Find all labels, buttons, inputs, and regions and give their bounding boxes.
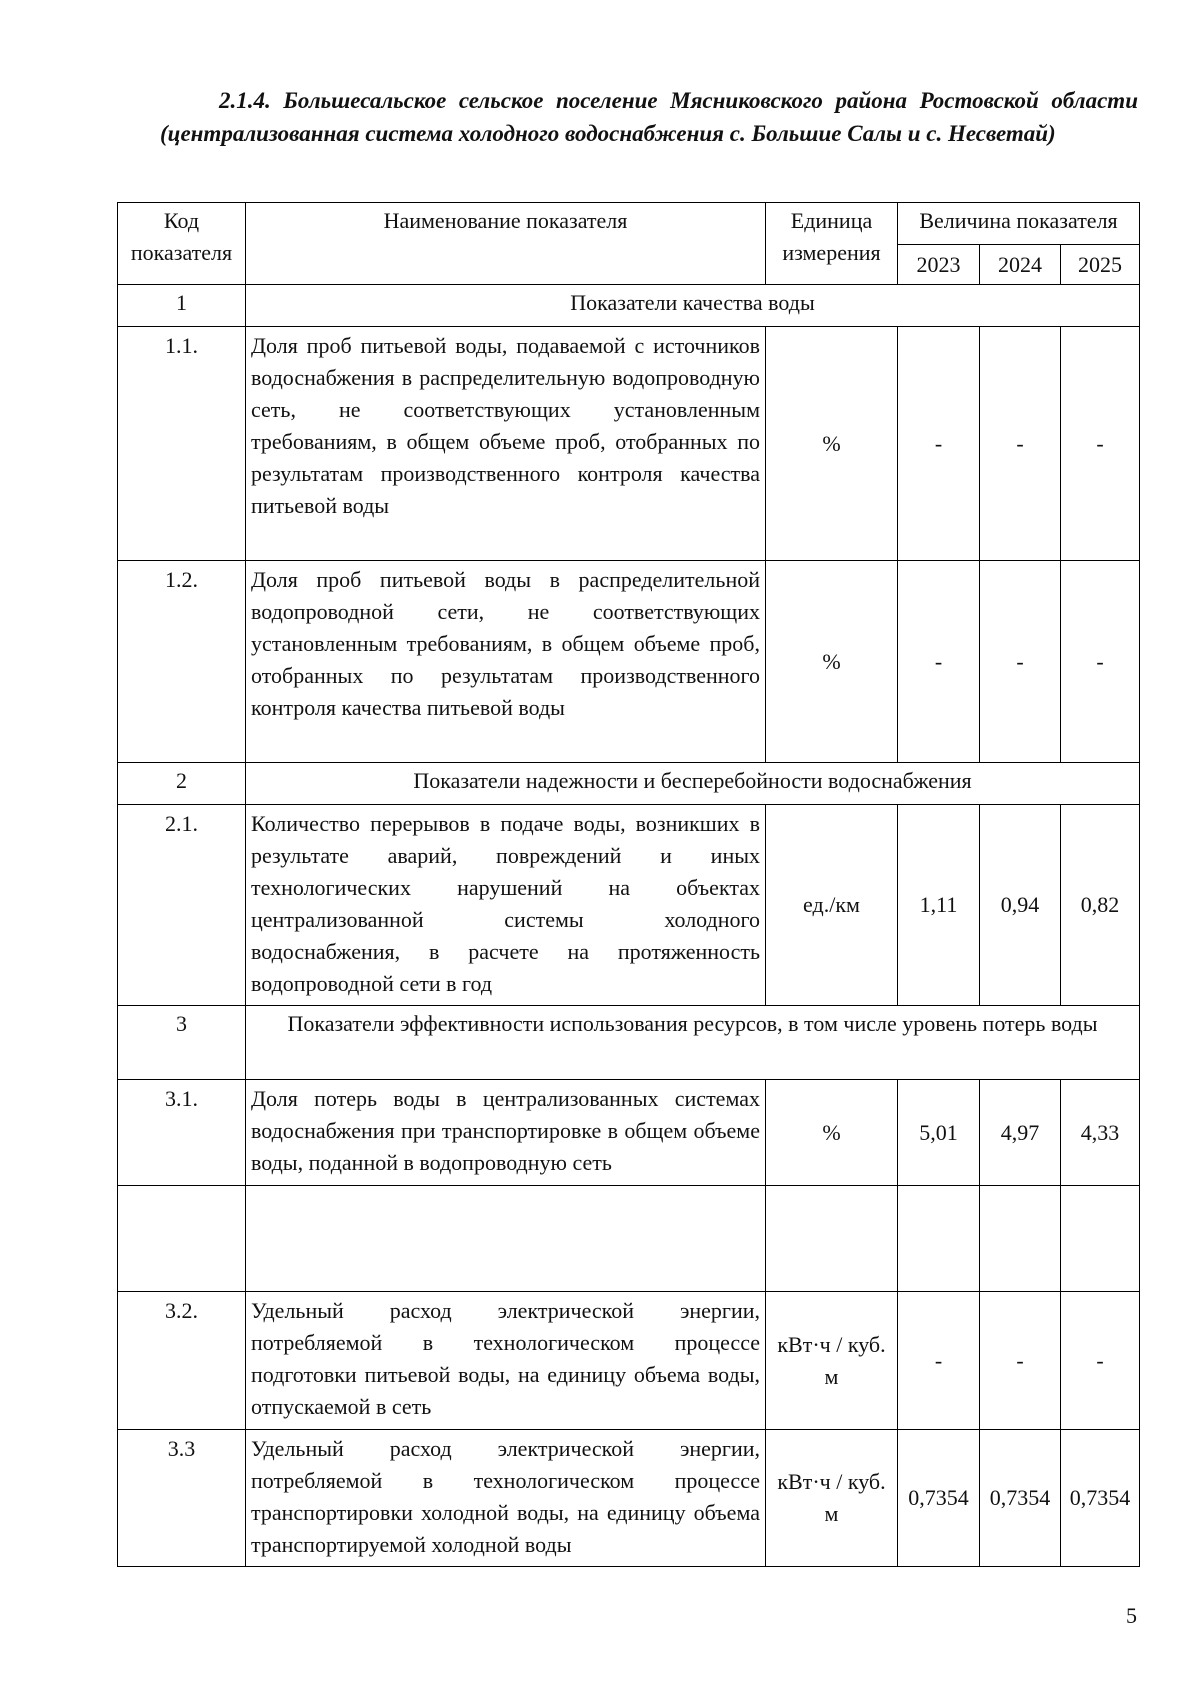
section-title: Показатели эффективности использования ресурсов, в том числе уровень потерь воды [246, 1006, 1140, 1080]
row-name: Доля проб питьевой воды в распределительной водопроводной сети, не соответствующих установленным требованиям, в общем объеме проб, отобранных по результатам производственного контроля качества питьевой воды [246, 561, 766, 763]
row-value: 0,7354 [980, 1430, 1061, 1567]
row-unit: ед./км [766, 805, 898, 1006]
section-code: 1 [118, 285, 246, 327]
row-value: 0,94 [980, 805, 1061, 1006]
page-number: 5 [1126, 1603, 1137, 1628]
section-row [118, 285, 1140, 327]
row-name: Доля проб питьевой воды, подаваемой с источников водоснабжения в распределительную водопроводную сеть, не соответствующих установленным требованиям, в общем объеме проб, отобранных по результатам производственного контроля качества питьевой воды [246, 327, 766, 561]
row-value: 0,7354 [898, 1430, 980, 1567]
header-row [118, 203, 1140, 245]
header-year-2025: 2025 [1061, 245, 1140, 285]
row-name: Доля потерь воды в централизованных системах водоснабжения при транспортировке в общем объеме воды, поданной в водопроводную сеть [246, 1080, 766, 1186]
row-unit: % [766, 1080, 898, 1186]
header-code: Код показателя [118, 203, 246, 285]
empty-cell [1061, 1186, 1140, 1292]
row-value: 1,11 [898, 805, 980, 1006]
empty-cell [766, 1186, 898, 1292]
header-name: Наименование показателя [246, 203, 766, 285]
empty-cell [118, 1186, 246, 1292]
row-code: 3.3 [118, 1430, 246, 1567]
section-row [118, 1006, 1140, 1080]
row-name: Количество перерывов в подаче воды, возникших в результате аварий, повреждений и иных технологических нарушений на объектах централизованной системы холодного водоснабжения, в расчете на протяженность водопроводной сети в год [246, 805, 766, 1006]
row-unit: % [766, 327, 898, 561]
indicators-table [117, 202, 1140, 1567]
row-unit: кВт·ч / куб. м [766, 1430, 898, 1567]
header-value-group: Величина показателя [898, 203, 1140, 245]
row-value: 4,97 [980, 1080, 1061, 1186]
row-value: - [898, 327, 980, 561]
table-row [118, 561, 1140, 763]
empty-row [118, 1186, 1140, 1292]
row-value: - [1061, 561, 1140, 763]
row-unit: % [766, 561, 898, 763]
empty-cell [898, 1186, 980, 1292]
row-value: 0,82 [1061, 805, 1140, 1006]
header-year-2024: 2024 [980, 245, 1061, 285]
row-value: - [980, 327, 1061, 561]
section-code: 2 [118, 763, 246, 805]
table-row [118, 805, 1140, 1006]
row-unit: кВт·ч / куб. м [766, 1292, 898, 1430]
row-value: - [1061, 1292, 1140, 1430]
section-code: 3 [118, 1006, 246, 1080]
table-row [118, 1292, 1140, 1430]
section-title: Показатели качества воды [246, 285, 1140, 327]
row-value: 0,7354 [1061, 1430, 1140, 1567]
row-value: 5,01 [898, 1080, 980, 1186]
table-row [118, 1430, 1140, 1567]
row-code: 1.2. [118, 561, 246, 763]
row-code: 3.1. [118, 1080, 246, 1186]
table-row [118, 327, 1140, 561]
empty-cell [980, 1186, 1061, 1292]
section-row [118, 763, 1140, 805]
row-code: 1.1. [118, 327, 246, 561]
row-name: Удельный расход электрической энергии, потребляемой в технологическом процессе транспортировки холодной воды, на единицу объема транспортируемой холодной воды [246, 1430, 766, 1567]
table-row [118, 1080, 1140, 1186]
row-value: 4,33 [1061, 1080, 1140, 1186]
row-value: - [898, 1292, 980, 1430]
row-name: Удельный расход электрической энергии, потребляемой в технологическом процессе подготовки питьевой воды, на единицу объема воды, отпускаемой в сеть [246, 1292, 766, 1430]
row-value: - [980, 1292, 1061, 1430]
row-value: - [1061, 327, 1140, 561]
row-value: - [980, 561, 1061, 763]
section-title: Показатели надежности и бесперебойности водоснабжения [246, 763, 1140, 805]
row-code: 2.1. [118, 805, 246, 1006]
header-unit: Единица измерения [766, 203, 898, 285]
row-value: - [898, 561, 980, 763]
section-heading: 2.1.4. Большесальское сельское поселение Мясниковского района Ростовской области (централизованная система холодного водоснабжения с. Большие Салы и с. Несветай) [160, 88, 1138, 146]
empty-cell [246, 1186, 766, 1292]
header-year-2023: 2023 [898, 245, 980, 285]
row-code: 3.2. [118, 1292, 246, 1430]
